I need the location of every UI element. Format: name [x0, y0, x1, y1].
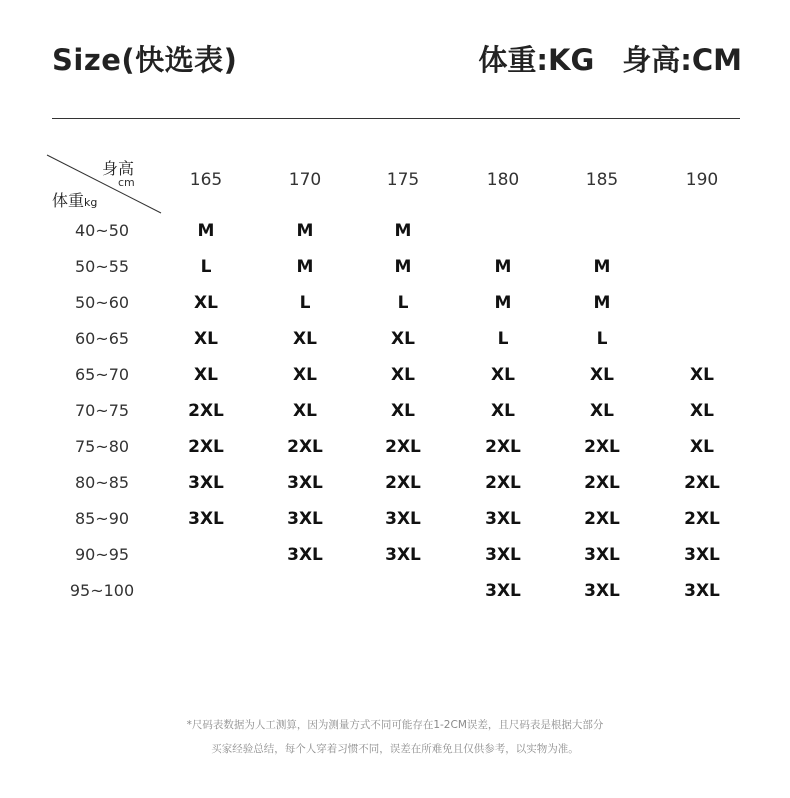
size-cell: XL [690, 437, 714, 457]
size-cell: M [494, 257, 512, 277]
size-cell: 2XL [684, 473, 720, 493]
size-cell: XL [194, 293, 218, 313]
size-cell: 3XL [485, 545, 521, 565]
size-cell: 3XL [385, 509, 421, 529]
table-corner [46, 154, 162, 214]
size-cell: 3XL [287, 509, 323, 529]
weight-unit-label: 体重:KG [478, 43, 595, 77]
size-cell: XL [194, 365, 218, 385]
size-cell: M [593, 293, 611, 313]
size-cell: 2XL [584, 473, 620, 493]
height-header-175: 175 [386, 170, 420, 190]
size-cell: M [394, 221, 412, 241]
size-cell: 2XL [584, 437, 620, 457]
size-cell: XL [690, 401, 714, 421]
unit-legend [478, 38, 742, 79]
size-cell: 3XL [584, 581, 620, 601]
size-cell: 3XL [188, 473, 224, 493]
weight-range-label: 80~85 [74, 473, 130, 492]
corner-height-label: 身高 [102, 159, 135, 178]
size-cell: XL [391, 365, 415, 385]
size-cell: XL [690, 365, 714, 385]
header-divider [52, 118, 740, 119]
size-cell: 3XL [188, 509, 224, 529]
size-cell: L [299, 293, 311, 313]
size-cell: 2XL [188, 437, 224, 457]
size-cell: 3XL [385, 545, 421, 565]
weight-range-label: 65~70 [74, 365, 130, 384]
size-cell: XL [293, 329, 317, 349]
weight-range-label: 75~80 [74, 437, 130, 456]
corner-height-unit: cm [118, 176, 135, 189]
size-cell: 2XL [684, 509, 720, 529]
footer-note-line-1: *尺码表数据为人工测算，因为测量方式不同可能存在1-2CM误差，且尺码表是根据大部分 [186, 719, 604, 731]
size-cell: M [494, 293, 512, 313]
size-cell: 2XL [385, 437, 421, 457]
weight-range-label: 50~60 [74, 293, 130, 312]
weight-range-label: 85~90 [74, 509, 130, 528]
height-header-185: 185 [585, 170, 619, 190]
size-cell: 3XL [287, 473, 323, 493]
weight-range-label: 50~55 [74, 257, 130, 276]
size-cell: M [296, 257, 314, 277]
size-cell: XL [491, 365, 515, 385]
size-cell: M [296, 221, 314, 241]
size-cell: M [593, 257, 611, 277]
size-cell: 2XL [584, 509, 620, 529]
corner-weight-unit: kg [84, 196, 98, 209]
size-cell: 3XL [584, 545, 620, 565]
size-cell: XL [590, 401, 614, 421]
corner-weight-group [52, 188, 97, 211]
size-cell: 2XL [485, 473, 521, 493]
size-cell: 2XL [188, 401, 224, 421]
size-cell: XL [391, 329, 415, 349]
weight-range-label: 90~95 [74, 545, 130, 564]
size-cell: L [596, 329, 608, 349]
weight-range-label: 60~65 [74, 329, 130, 348]
corner-weight-label: 体重 [52, 191, 85, 210]
height-header-165: 165 [189, 170, 223, 190]
weight-range-label: 40~50 [74, 221, 130, 240]
size-cell: 3XL [485, 581, 521, 601]
size-cell: 3XL [684, 545, 720, 565]
height-unit-label: 身高:CM [622, 43, 742, 77]
size-cell: M [394, 257, 412, 277]
height-header-180: 180 [486, 170, 520, 190]
size-cell: XL [194, 329, 218, 349]
size-cell: XL [293, 401, 317, 421]
size-cell: XL [590, 365, 614, 385]
size-cell: 3XL [287, 545, 323, 565]
size-cell: 2XL [385, 473, 421, 493]
height-header-170: 170 [288, 170, 322, 190]
size-cell: 2XL [287, 437, 323, 457]
size-cell: 3XL [485, 509, 521, 529]
page-title: Size(快选表) [52, 43, 238, 77]
footer-note-line-2: 买家经验总结，每个人穿着习惯不同，误差在所难免且仅供参考，以实物为准。 [211, 743, 579, 755]
size-cell: L [397, 293, 409, 313]
size-cell: 2XL [485, 437, 521, 457]
size-cell: M [197, 221, 215, 241]
size-cell: XL [391, 401, 415, 421]
size-cell: XL [293, 365, 317, 385]
weight-range-label: 70~75 [74, 401, 130, 420]
size-cell: 3XL [684, 581, 720, 601]
height-header-190: 190 [685, 170, 719, 190]
size-cell: XL [491, 401, 515, 421]
size-cell: L [200, 257, 212, 277]
weight-range-label: 95~100 [69, 581, 135, 600]
size-cell: L [497, 329, 509, 349]
